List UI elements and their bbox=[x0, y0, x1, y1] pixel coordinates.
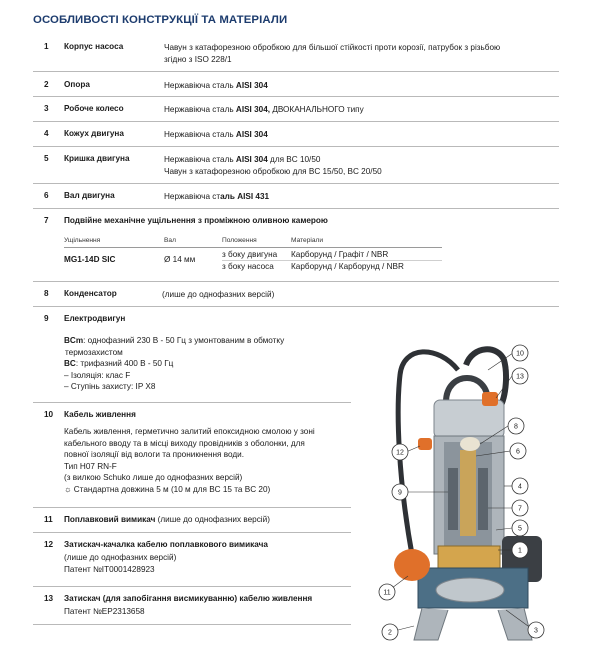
desc-text: для BC 10/50 bbox=[267, 155, 321, 164]
capacitor bbox=[460, 437, 480, 451]
seal-position-pump: з боку насоса bbox=[222, 262, 274, 271]
row-description: (лише до однофазних версій) bbox=[162, 290, 275, 299]
seal-header-shaft: Вал bbox=[164, 237, 176, 244]
desc-text: Нержавіюча ст bbox=[164, 192, 221, 201]
row-description bbox=[164, 191, 269, 203]
callout-4 bbox=[504, 478, 528, 494]
row-description bbox=[164, 42, 500, 65]
svg-text:12: 12 bbox=[396, 449, 404, 457]
svg-text:5: 5 bbox=[518, 525, 522, 533]
row-number: 11 bbox=[44, 515, 53, 524]
cable-line: кабельного вводу та в місці виходу провідників з оболонки, для bbox=[64, 438, 305, 448]
desc-bold: AISI 304 bbox=[235, 155, 268, 164]
cable-line: ☼ Стандартна довжина 5 м (10 м для BC 15 та BC 20) bbox=[64, 484, 271, 494]
separator bbox=[33, 183, 559, 184]
seal-header-materials: Матеріали bbox=[291, 237, 324, 244]
seal-header-position: Положення bbox=[222, 237, 257, 244]
row-number: 1 bbox=[44, 42, 49, 51]
row-name: Кожух двигуна bbox=[64, 129, 124, 138]
svg-text:6: 6 bbox=[516, 448, 520, 456]
desc-text: ДВОКАНАЛЬНОГО типу bbox=[270, 105, 364, 114]
seal-chamber bbox=[438, 546, 500, 568]
separator bbox=[33, 624, 351, 625]
separator bbox=[33, 281, 559, 282]
float-switch bbox=[394, 549, 430, 581]
separator bbox=[33, 96, 559, 97]
row-number: 2 bbox=[44, 80, 49, 89]
row-description-line: Чавун з катафорезною обробкою для BC 15/50, BC 20/50 bbox=[164, 166, 382, 176]
row-name: Подвійне механічне ущільнення з проміжною оливною камерою bbox=[64, 216, 328, 225]
row-name: Опора bbox=[64, 80, 90, 89]
patent-number: Патент №IT0001428923 bbox=[64, 564, 155, 574]
pump-handle bbox=[446, 378, 488, 402]
bcm-text: : однофазний 230 В - 50 Гц з умонтованим в обмотку bbox=[83, 336, 285, 345]
separator bbox=[33, 507, 351, 508]
row-description-line: (лише до однофазних версій) bbox=[64, 553, 177, 562]
row-name: Затискач-качалка кабелю поплавкового вимикача bbox=[64, 540, 268, 549]
row-description-line: Чавун з катафорезною обробкою для більшої стійкості проти корозії, патрубок з різьбою bbox=[164, 43, 501, 52]
row-number: 5 bbox=[44, 154, 49, 163]
row-number: 8 bbox=[44, 289, 49, 298]
callout-2 bbox=[382, 624, 414, 640]
stator-right bbox=[478, 468, 488, 530]
desc-bold: AISI 304, bbox=[235, 105, 271, 114]
motor-bcm-line bbox=[64, 335, 364, 347]
seal-shaft: Ø 14 мм bbox=[164, 255, 196, 264]
motor-insulation: – Ізоляція: клас F bbox=[64, 370, 131, 380]
svg-text:9: 9 bbox=[398, 489, 402, 497]
row-name: Корпус насоса bbox=[64, 42, 124, 51]
row-name: Поплавковий вимикач bbox=[64, 515, 156, 524]
row-number: 3 bbox=[44, 104, 49, 113]
row-name: Кришка двигуна bbox=[64, 154, 130, 163]
seal-materials-pump: Карборунд / Карборунд / NBR bbox=[291, 262, 404, 271]
pump-illustration bbox=[378, 340, 558, 650]
seal-model: MG1-14D SIC bbox=[64, 255, 116, 264]
separator bbox=[33, 146, 559, 147]
svg-text:4: 4 bbox=[518, 483, 522, 491]
cable-line: (з вилкою Schuko лише до однофазних версій) bbox=[64, 473, 243, 483]
row-number: 4 bbox=[44, 129, 49, 138]
seal-header-seal: Ущільнення bbox=[64, 237, 101, 244]
bc-text: : трифазний 400 В - 50 Гц bbox=[75, 359, 174, 369]
row-name: Робоче колесо bbox=[64, 104, 124, 113]
patent-number: Патент №EP2313658 bbox=[64, 607, 145, 616]
row-description bbox=[64, 606, 145, 618]
row-number: 12 bbox=[44, 540, 54, 549]
bcm-label: BCm bbox=[64, 336, 84, 345]
separator bbox=[33, 586, 351, 587]
desc-bold: AISI 304 bbox=[235, 130, 268, 139]
separator bbox=[33, 402, 351, 403]
spec-row-7 bbox=[33, 216, 559, 276]
float-clamp bbox=[418, 438, 432, 450]
row-name: Конденсатор bbox=[64, 289, 117, 298]
row-description: (лише до однофазних версій) bbox=[155, 515, 270, 524]
row-number: 7 bbox=[44, 216, 49, 225]
cable-clamp bbox=[482, 392, 498, 406]
callout-11 bbox=[379, 576, 408, 600]
motor-protection: – Ступінь захисту: IP X8 bbox=[64, 382, 156, 392]
rotor bbox=[460, 450, 476, 536]
separator bbox=[33, 71, 559, 72]
row-number: 6 bbox=[44, 191, 49, 200]
row-name-line bbox=[64, 515, 270, 524]
row-description-line: згідно з ISO 228/1 bbox=[164, 54, 232, 64]
svg-text:11: 11 bbox=[383, 589, 391, 597]
svg-text:7: 7 bbox=[518, 505, 522, 513]
row-number: 10 bbox=[44, 410, 54, 419]
page-title: ОСОБЛИВОСТІ КОНСТРУКЦІЇ ТА МАТЕРІАЛИ bbox=[33, 14, 288, 26]
row-name: Затискач (для запобігання висмикуванню) кабелю живлення bbox=[64, 594, 313, 603]
stator-left bbox=[448, 468, 458, 530]
svg-text:10: 10 bbox=[516, 350, 524, 358]
desc-bold: аль AISI 431 bbox=[220, 192, 270, 201]
seal-row-divider bbox=[222, 260, 442, 261]
row-description bbox=[164, 104, 364, 116]
row-name: Вал двигуна bbox=[64, 191, 115, 200]
svg-text:2: 2 bbox=[388, 629, 392, 637]
row-number: 13 bbox=[44, 594, 54, 603]
desc-bold: AISI 304 bbox=[235, 81, 268, 90]
separator bbox=[33, 532, 351, 533]
row-description-line bbox=[164, 154, 382, 166]
callout-12 bbox=[392, 444, 420, 460]
row-description bbox=[164, 129, 268, 141]
seal-materials-motor: Карборунд / Графіт / NBR bbox=[291, 250, 389, 259]
seal-position-motor: з боку двигуна bbox=[222, 250, 278, 259]
separator bbox=[33, 208, 559, 209]
desc-text: Нержавіюча сталь bbox=[164, 130, 236, 139]
bc-label: BC bbox=[64, 359, 76, 369]
row-description bbox=[164, 154, 382, 177]
separator bbox=[33, 306, 559, 307]
row-name: Електродвигун bbox=[64, 314, 126, 323]
svg-text:1: 1 bbox=[518, 547, 522, 555]
cable-line: Кабель живлення, герметично залитий епоксидною смолою у зоні bbox=[64, 427, 315, 436]
svg-text:8: 8 bbox=[514, 423, 518, 431]
svg-text:13: 13 bbox=[516, 373, 524, 381]
row-description bbox=[64, 552, 176, 575]
motor-bc-line bbox=[64, 358, 364, 370]
desc-text: Нержавіюча сталь bbox=[164, 105, 236, 114]
cable-line: повної ізоляції від вологи та проникнення води. bbox=[64, 450, 244, 460]
svg-text:3: 3 bbox=[534, 627, 538, 635]
seal-header-line bbox=[64, 247, 442, 248]
motor-bcm-line2: термозахистом bbox=[65, 347, 123, 357]
desc-text: Нержавіюча сталь bbox=[164, 155, 236, 164]
desc-text: Нержавіюча сталь bbox=[164, 81, 236, 90]
cable-description bbox=[64, 426, 364, 496]
callout-13 bbox=[496, 368, 528, 398]
motor-description bbox=[64, 335, 364, 393]
cable-line: Тип H07 RN-F bbox=[64, 461, 117, 471]
row-description bbox=[164, 80, 268, 92]
row-name: Кабель живлення bbox=[64, 410, 136, 419]
row-number: 9 bbox=[44, 314, 49, 323]
separator bbox=[33, 121, 559, 122]
pump-stand bbox=[414, 608, 532, 640]
impeller bbox=[436, 578, 504, 602]
